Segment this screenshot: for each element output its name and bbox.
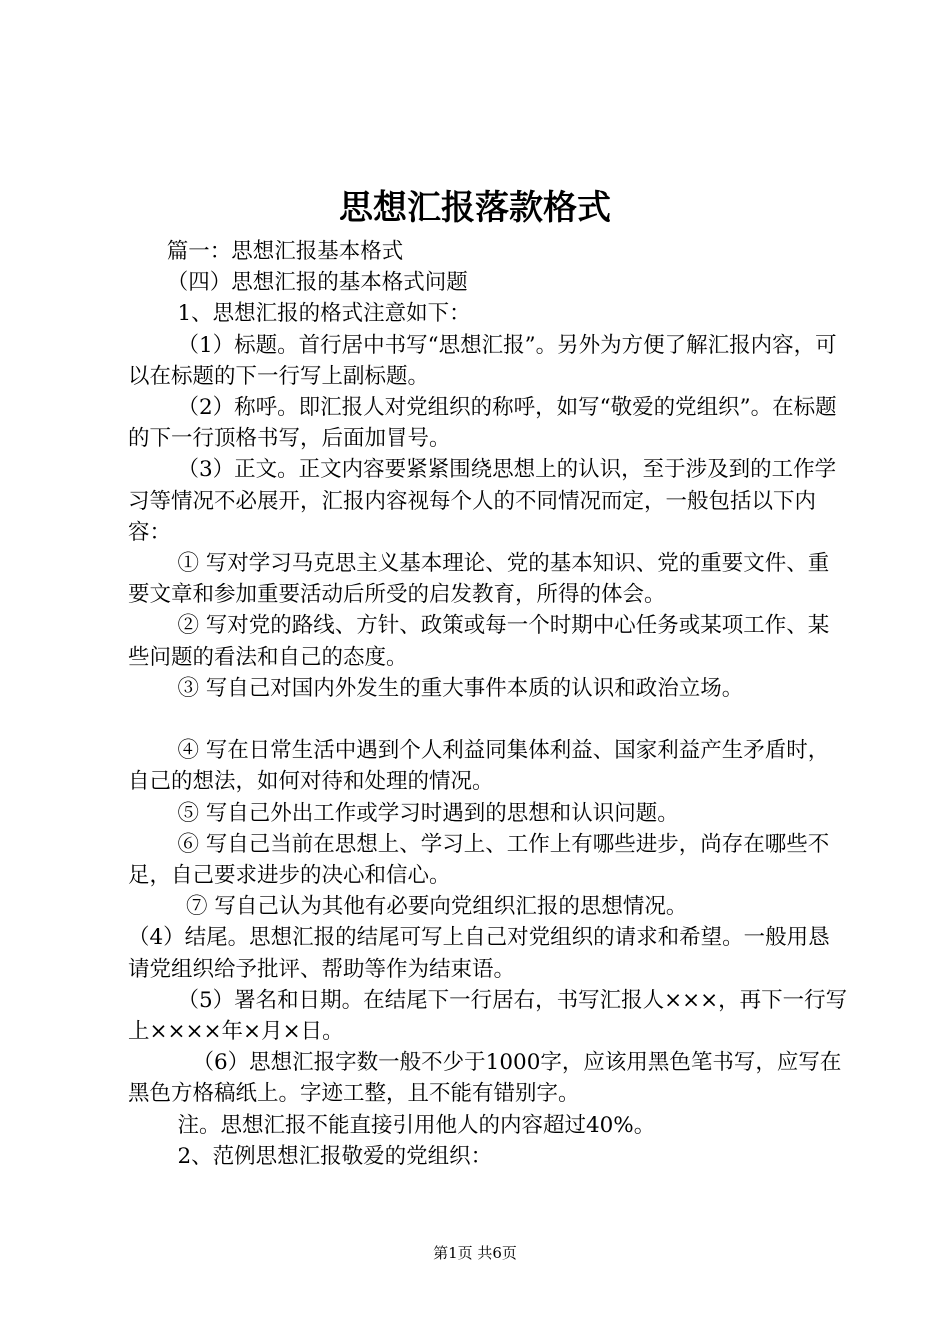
list-item-2: ② 写对党的路线、方针、政策或每一个时期中心任务或某项工作、某些问题的看法和自己的态度。 xyxy=(128,613,830,670)
list-item-3: ③ 写自己对国内外发生的重大事件本质的认识和政治立场。 xyxy=(177,675,744,701)
list-item-4: ④ 写在日常生活中遇到个人利益同集体利益、国家利益产生矛盾时，自己的想法，如何对待和处理的情况。 xyxy=(128,738,830,795)
page-footer: 第1页 共6页 xyxy=(433,1244,517,1262)
paragraph-body-rule: （3）正文。正文内容要紧紧围绕思想上的认识，至于涉及到的工作学习等情况不必展开，汇报内容视每个人的不同情况而定，一般包括以下内容： xyxy=(128,457,837,545)
list-item-6: ⑥ 写自己当前在思想上、学习上、工作上有哪些进步，尚存在哪些不足，自己要求进步的决心和信心。 xyxy=(128,831,830,889)
paragraph-ending-rule: （4）结尾。思想汇报的结尾可写上自己对党组织的请求和希望。一般用恳请党组织给予批评、帮助等作为结束语。 xyxy=(128,925,830,982)
paragraph-length-rule: （6）思想汇报字数一般不少于1000字，应该用黑色笔书写，应写在黑色方格稿纸上。字迹工整，且不能有错别字。 xyxy=(128,1050,842,1107)
blank-line xyxy=(128,704,848,735)
paragraph-heading-3: 1、思想汇报的格式注意如下： xyxy=(177,301,471,327)
paragraph-heading-1: 篇一：思想汇报基本格式 xyxy=(166,239,404,264)
document-body xyxy=(128,236,848,1172)
paragraph-heading-2: （四）思想汇报的基本格式问题 xyxy=(166,270,468,296)
list-item-1: ① 写对学习马克思主义基本理论、党的基本知识、党的重要文件、重要文章和参加重要活动后所受的启发教育，所得的体会。 xyxy=(128,551,830,608)
paragraph-title-rule: （1）标题。首行居中书写“思想汇报”。另外为方便了解汇报内容，可以在标题的下一行写上副标题。 xyxy=(128,332,837,389)
paragraph-example-heading: 2、范例思想汇报敬爱的党组织： xyxy=(177,1143,493,1169)
list-item-7: ⑦ 写自己认为其他有必要向党组织汇报的思想情况。 xyxy=(186,894,688,920)
paragraph-salutation-rule: （2）称呼。即汇报人对党组织的称呼，如写“敬爱的党组织”。在标题的下一行顶格书写，后面加冒号。 xyxy=(128,395,837,452)
paragraph-signature-rule: （5）署名和日期。在结尾下一行居右，书写汇报人×××，再下一行写上××××年×月×日。 xyxy=(128,987,848,1045)
paragraph-note: 注。思想汇报不能直接引用他人的内容超过40%。 xyxy=(177,1112,656,1138)
document-title: 思想汇报落款格式 xyxy=(339,188,611,228)
list-item-5: ⑤ 写自己外出工作或学习时遇到的思想和认识问题。 xyxy=(177,800,679,826)
